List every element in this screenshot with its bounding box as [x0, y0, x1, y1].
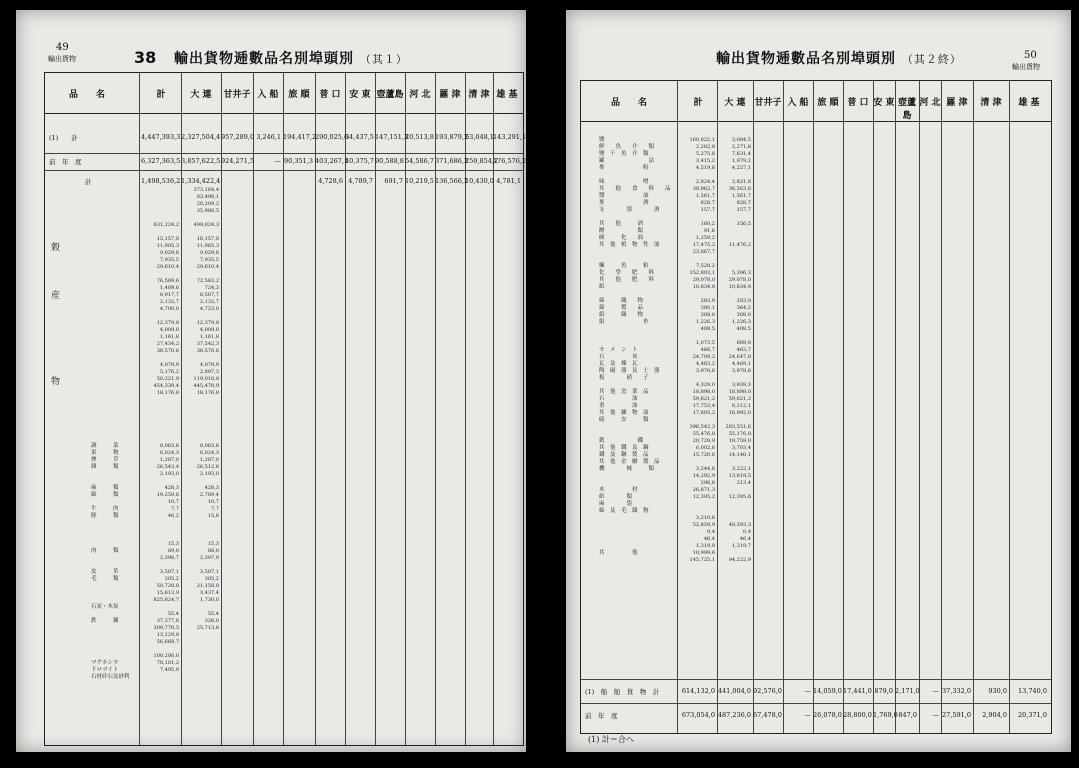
grain-total-column: 631,224,2 15,157,8 11,905,3 9,029,8 7,935,5 29,610,4 76,589,6 1,409,6 8,917,7 2,132,7 4,700,0 12,379,8 4,009,0 1,161,8 27,434,2 38,570,6 4,078,9 5,176,2 50,221,9 454,339,4 18,176,8 [153, 222, 179, 396]
col-lushun: 旅 順 [817, 98, 839, 108]
dalian-column: 3,084,5 2,271,8 7,631,4 1,979,2 4,227,1 2,821,8 36,563,6 1,561,7 828,7 157,7 156,5 11,476,2 5,396,3 29,078,0 10,834,8 283,9 364,2 308,0 1,226,3 408,5 689,8 463,7 24,647,8 4,469,1 3,978,6 3,939,3 18,898,0 59,621,2 8,212,1 16,992,0 283,551,6 55,176,8 19,759,0 3,703,4 14,140,1 3,222,1 13,819,5 213,4 12,395,6 48,393,3 0,4 46,4 1,319,7 94,222,9 [725, 137, 751, 563]
col-dalian: 大 連 [724, 98, 746, 108]
col-lushun: 旅 順 [288, 90, 310, 100]
col-irifune: 入 船 [787, 98, 809, 108]
chapter-number: 38 [134, 48, 157, 67]
data-table: 品 名 計 大 連 甘井子 入 船 旅 順 普 口 安 東 壺蘆島 河 北 羅 津 清 津 雄 基 (1) 計 4,447,393,3 2,327,504,4 957,289,0 3,246,1 194,417,2 290,025,6 34,437,5 147,151,3 20,513,8 193,879,2 63,048,1 143,291,1 前 年 度 6,327,363,5 3,857,622,5 924,271,5 — 90,351,3 403,267,1 40,375,7 90,588,8 54,586,7 371,686,2 259,854,2 176,576,2 計 1,498,536,2 1,334,422,4 4,728,6 4,789,7 691,7 10,219,5 136,566,2 10,430,0 4,781,1 穀 産 物 631,224,2 15,157,8 11,905,3 9,029,8 7,935,5 29,610,4 76,589,6 1,409,6 8,917,7 2,132,7 4,700,0 12,379,8 4,009,0 1,161,8 27,434,2 38,570,6 4,078,9 5,176,2 50,221,9 454,339,4 18,176,8 373,164,4 83,498,1 20,209,2 35,988,5 499,024,3 16,157,8 11,965,3 9,029,8 7,935,5 29,610,4 72,583,2 724,3 8,507,7 2,132,7 4,723,0 12,379,8 4,009,0 1,161,8 37,542,3 38,570,6 4,078,9 2,897,3 119,018,8 445,478,9 18,176,8 蔬 菜 果 物 煙 草 雜 類 麻 類 綿 類 牛 肉 豚 類 肉 類 皮 革 毛 類 石炭・木炭 鉄 鑛 マグネシヤ ドロマイト 石材砕石及砂利 8,063,6 6,024,3 1,287,0 26,543,4 2,193,0 428,3 19,259,6 10,7 7,7 46,2 15,3 89,0 2,398,7 3,507,1 305,2 50,728,8 15,613,9 825,824,7 55,4 37,377,6 309,770,5 13,129,0 56,668,7 100,206,0 78,101,2 7,495,9 8,063,6 6,024,3 1,287,0 26,512,6 2,193,0 428,3 2,789,4 10,7 7,7 15,8 15,3 88,0 2,397,9 3,507,1 305,2 21,158,8 3,437,4 1,730,0 55,4 328,0 25,713,6 [44, 72, 524, 746]
page-title [716, 48, 962, 68]
section-label: 輸出貨物 [1012, 63, 1040, 71]
section-label: 輸出貨物 [48, 55, 76, 63]
col-hebei: 河 北 [409, 90, 431, 100]
table-header [45, 73, 523, 114]
col-yingkou: 普 口 [847, 98, 869, 108]
col-yingkou: 普 口 [319, 90, 341, 100]
col-huludao: 壺蘆島 [897, 98, 916, 121]
col-dalian: 大 連 [190, 90, 212, 100]
lower-item-labels: 蔬 菜 果 物 煙 草 雜 類 麻 類 綿 類 牛 肉 豚 類 肉 類 皮 革 毛 類 石炭・木炭 鉄 鑛 マグネシヤ ドロマイト 石材砕石及砂利 [91, 443, 130, 680]
col-chongjin: 清 津 [468, 90, 490, 100]
page-title [174, 48, 408, 68]
footnote: (1) 計＝合ヘ [588, 735, 634, 744]
col-chongjin: 清 津 [980, 98, 1002, 108]
item-labels: 鹽 鮮 魚 介 類 鹽 干 魚 介 類 罐 詰 麥 粉 味 噌 其 他 食 料 品 醬 油 麥 酒 支 那 酒 其 他 酒 醋 類 硬 化 油 其 他 植 物 性 油 鰊 魚 粕 化 學 肥 料 其 他 肥 料 紙 綿 織 物 綿 製 品 絹 織 物 絹 糸 セ メ ン ト 石 灰 瓦 及 煉 瓦 陶 磁 器 及 土 器 板 硝 子 其 他 窯 業 品 石 油 重 油 其 他 鑛 物 油 硫 安 類 銑 鐵 其 他 鐵 及 鋼 鐵 及 鋼 製 品 其 他 金 屬 製 品 機 械 類 木 材 紙 類 麻 袋 綿 及 毛 織 物 其 他 [599, 137, 671, 556]
col-huludao: 壺蘆島 [376, 90, 404, 100]
col-rajin: 羅 津 [946, 98, 968, 108]
lower-total-column: 8,063,6 6,024,3 1,287,0 26,543,4 2,193,0 428,3 19,259,6 10,7 7,7 46,2 15,3 89,0 2,398,7 3,507,1 305,2 50,728,8 15,613,9 825,824,7 55,4 37,377,6 309,770,5 13,129,0 56,668,7 100,206,0 78,101,2 7,495,9 [153, 443, 179, 673]
col-irifune: 入 船 [257, 90, 279, 100]
side-group-goods: 物 [51, 377, 61, 387]
title-part: （其１） [359, 53, 408, 66]
grain-dalian-column: 373,164,4 83,498,1 20,209,2 35,988,5 499,024,3 16,157,8 11,965,3 9,029,8 7,935,5 29,610,4 72,583,2 724,3 8,507,7 2,132,7 4,723,0 12,379,8 4,009,0 1,161,8 37,542,3 38,570,6 4,078,9 2,897,3 119,018,8 445,478,9 18,176,8 [193, 187, 219, 396]
page-number: 50 [1024, 50, 1037, 61]
title-text: 輸出貨物逓數品名別埠頭別 [716, 51, 896, 67]
page-number: 49 [56, 42, 69, 53]
lower-dalian-column: 8,063,6 6,024,3 1,287,0 26,512,6 2,193,0 428,3 2,789,4 10,7 7,7 15,8 15,3 88,0 2,397,9 3,507,1 305,2 21,158,8 3,437,4 1,730,0 55,4 328,0 25,713,6 [196, 443, 219, 631]
col-andong: 安 東 [873, 98, 895, 108]
col-hebei: 河 北 [919, 98, 941, 108]
col-total: 計 [156, 90, 166, 100]
side-group-product: 産 [51, 291, 61, 301]
right-page [566, 10, 1071, 752]
col-unggi: 雄 基 [1018, 98, 1040, 108]
total-column: 160,822,1 2,282,9 5,275,8 3,415,2 4,519,6 2,824,4 38,962,7 1,561,7 828,7 157,7 160,2 91,6 1,259,2 17,475,2 23,867,7 7,528,2 152,803,1 29,078,0 10,834,8 283,9 380,1 308,0 1,226,3 408,5 1,073,5 466,7 24,709,2 4,483,2 3,978,6 4,329,0 18,898,0 59,621,2 17,753,4 17,605,2 396,542,3 55,476,8 20,729,9 6,002,6 15,720,6 3,244,8 14,292,9 296,8 26,871,3 12,395,2 3,210,6 52,859,9 0,4 46,4 1,319,9 10,999,6 145,725,1 [689, 137, 715, 563]
left-page [16, 10, 526, 752]
col-rajin: 羅 津 [439, 90, 461, 100]
col-ganjingzi: 甘井子 [223, 90, 251, 100]
col-ganjingzi: 甘井子 [754, 98, 782, 108]
title-part: （其２終） [901, 53, 962, 66]
col-item: 品 名 [610, 98, 647, 108]
col-andong: 安 東 [349, 90, 371, 100]
col-total: 計 [693, 98, 703, 108]
data-table: 品 名 計 大 連 甘井子 入 船 旅 順 普 口 安 東 壺蘆島 河 北 羅 津 清 津 雄 基 鹽 鮮 魚 介 類 鹽 干 魚 介 類 罐 詰 麥 粉 味 噌 其 他 食 料 品 醬 油 麥 酒 支 那 酒 其 他 酒 醋 類 硬 化 油 其 他 植 物 性 油 鰊 魚 粕 化 學 肥 料 其 他 肥 料 紙 綿 織 物 綿 製 品 絹 織 物 絹 糸 セ メ ン ト 石 灰 瓦 及 煉 瓦 陶 磁 器 及 土 器 板 硝 子 其 他 窯 業 品 石 油 重 油 其 他 鑛 物 油 硫 安 類 銑 鐵 其 他 鐵 及 鋼 鐵 及 鋼 製 品 其 他 金 屬 製 品 機 械 類 木 材 紙 類 麻 袋 綿 及 毛 織 物 其 他 160,822,1 2,282,9 5,275,8 3,415,2 4,519,6 2,824,4 38,962,7 1,561,7 828,7 157,7 160,2 91,6 1,259,2 17,475,2 23,867,7 7,528,2 152,803,1 29,078,0 10,834,8 283,9 380,1 308,0 1,226,3 408,5 1,073,5 466,7 24,709,2 4,483,2 3,978,6 4,329,0 18,898,0 59,621,2 17,753,4 17,605,2 396,542,3 55,476,8 20,729,9 6,002,6 15,720,6 3,244,8 14,292,9 296,8 26,871,3 12,395,2 3,210,6 52,859,9 0,4 46,4 1,319,9 10,999,6 145,725,1 3,084,5 2,271,8 7,631,4 1,979,2 4,227,1 2,821,8 36,563,6 1,561,7 828,7 157,7 156,5 11,476,2 5,396,3 29,078,0 10,834,8 283,9 364,2 308,0 1,226,3 408,5 689,8 463,7 24,647,8 4,469,1 3,978,6 3,939,3 18,898,0 59,621,2 8,212,1 16,992,0 283,551,6 55,176,8 19,759,0 3,703,4 14,140,1 3,222,1 13,819,5 213,4 12,395,6 48,393,3 0,4 46,4 1,319,7 94,222,9 (1) 船 舶 貨 物 計 614,132,0 441,004,0 92,576,0 — 14,059,0 17,441,0 879,0 2,171,0 — 37,332,0 930,0 13,740,0 前 年 度 673,054,0 487,236,0 67,478,0 — 26,078,0 28,800,0 1,769,0 847,0 — 27,591,0 2,904,0 20,371,0 [580, 80, 1052, 734]
side-group-grain: 穀 [51, 243, 61, 253]
col-unggi: 雄 基 [496, 90, 518, 100]
col-item: 品 名 [68, 90, 105, 100]
table-header [581, 81, 1051, 122]
title-text: 輸出貨物逓數品名別埠頭別 [174, 51, 354, 67]
